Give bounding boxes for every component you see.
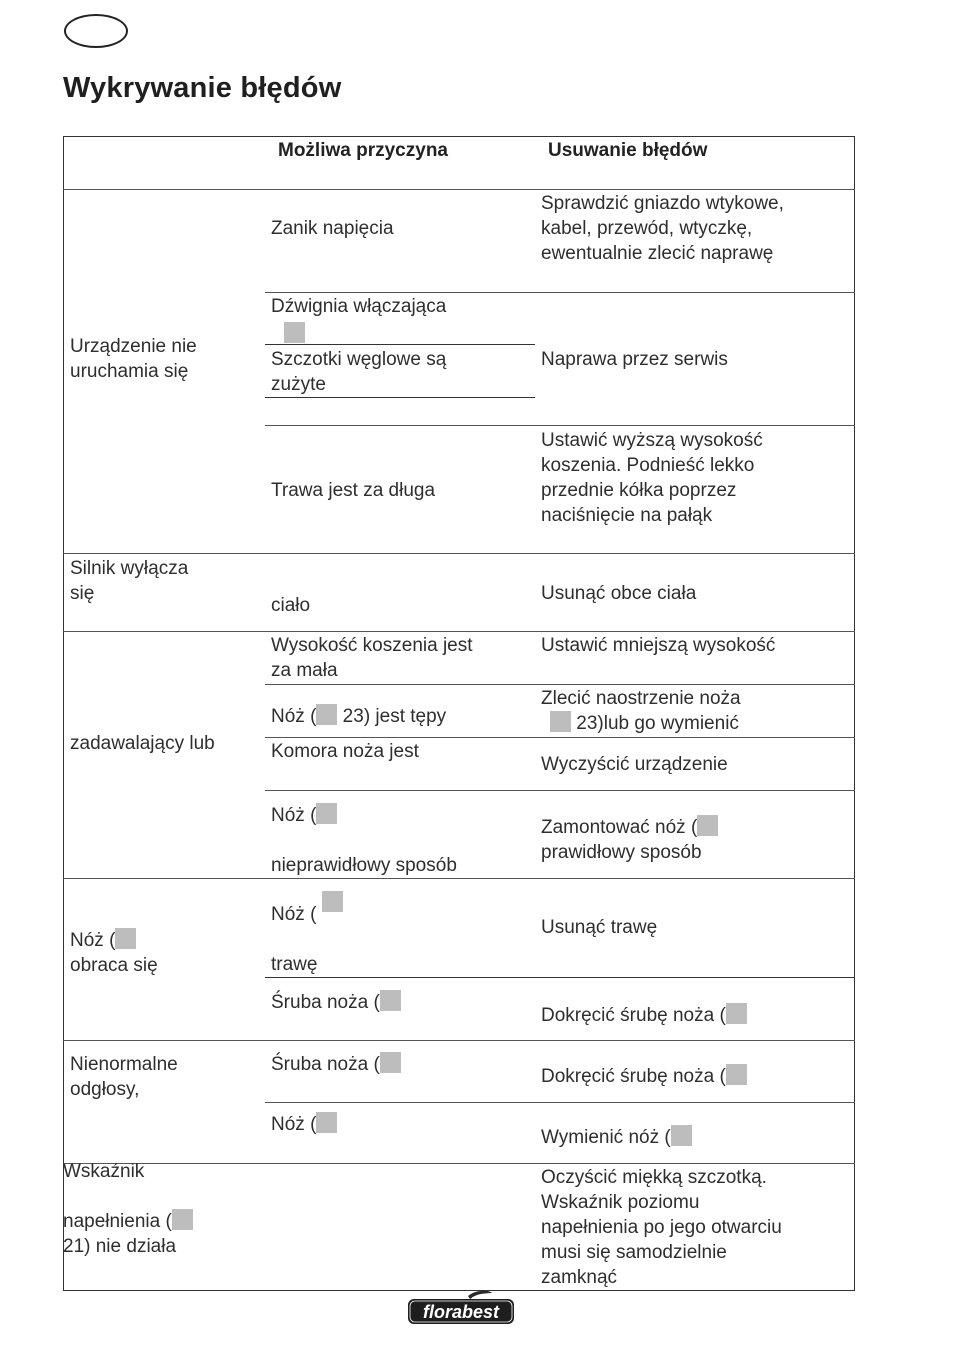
- remedy-cell: Usunąć obce ciała: [541, 583, 697, 604]
- cause-cell: Wysokość koszenia jest za mała: [271, 635, 473, 681]
- figure-ref-placeholder: [316, 704, 337, 725]
- figure-ref-placeholder: [726, 1064, 747, 1085]
- row-divider: [265, 344, 535, 345]
- remedy-cell: Sprawdzić gniazdo wtykowe, kabel, przewód, wtyczkę, ewentualnie zlecić naprawę: [541, 193, 784, 264]
- problem-cell: Wskaźnik: [63, 1161, 145, 1182]
- remedy-cell: prawidłowy sposób: [541, 842, 702, 863]
- remedy-cell: Dokręcić śrubę noża (: [541, 1003, 747, 1028]
- row-divider: [265, 425, 855, 426]
- remedy-cell: Zlecić naostrzenie noża: [541, 688, 741, 709]
- cause-cell: Nóż (: [271, 803, 337, 828]
- cause-cell: Nóż ( 23) jest tępy: [271, 706, 447, 727]
- row-divider: [265, 684, 855, 685]
- remedy-cell: Dokręcić śrubę noża (: [541, 1064, 747, 1089]
- problem-cell: napełnienia (: [63, 1209, 193, 1234]
- cause-cell: Nóż (: [271, 904, 317, 925]
- figure-ref-placeholder: [316, 1112, 337, 1133]
- figure-ref-placeholder: [322, 891, 343, 912]
- remedy-cell: Zamontować nóż (: [541, 815, 718, 840]
- row-divider: [63, 631, 855, 632]
- remedy-cell: Oczyścić miękką szczotką. Wskaźnik poziomu napełnienia po jego otwarciu musi się samodzielnie zamknąć: [541, 1167, 782, 1288]
- figure-ref-placeholder: [380, 1052, 401, 1073]
- cause-cell: trawę: [271, 954, 318, 975]
- figure-ref-placeholder: [671, 1125, 692, 1146]
- problem-cell: zadawalający lub: [70, 733, 215, 754]
- problem-cell: Urządzenie nie uruchamia się: [70, 336, 197, 382]
- remedy-cell: Ustawić wyższą wysokość koszenia. Podnieść lekko przednie kółka poprzez naciśnięcie na pałąk: [541, 430, 763, 526]
- logo-text: florabest: [422, 1302, 500, 1322]
- row-divider: [265, 292, 855, 293]
- figure-ref-placeholder: [697, 815, 718, 836]
- row-divider: [63, 1040, 855, 1041]
- problem-cell: obraca się: [70, 955, 158, 976]
- cause-cell: Śruba noża (: [271, 1052, 401, 1077]
- cause-cell: Szczotki węglowe są zużyte: [271, 349, 447, 395]
- cause-cell: ciało: [271, 595, 311, 616]
- cause-cell: Komora noża jest: [271, 741, 419, 762]
- problem-cell: Silnik wyłącza się: [70, 558, 189, 604]
- problem-cell: 21) nie działa: [63, 1236, 177, 1257]
- cause-cell: Nóż (: [271, 1112, 337, 1137]
- cause-cell: Trawa jest za długa: [271, 480, 436, 501]
- row-divider: [265, 737, 855, 738]
- remedy-cell: Usunąć trawę: [541, 917, 658, 938]
- figure-ref-placeholder: [316, 803, 337, 824]
- problem-cell: Nienormalne odgłosy,: [70, 1054, 178, 1100]
- cause-cell: nieprawidłowy sposób: [271, 855, 457, 876]
- page-title: Wykrywanie błędów: [63, 72, 342, 104]
- row-divider: [63, 878, 855, 879]
- header-remedy: Usuwanie błędów: [548, 140, 708, 161]
- figure-ref-placeholder: [115, 928, 136, 949]
- row-divider: [265, 790, 855, 791]
- row-divider: [63, 189, 855, 190]
- cause-cell: Zanik napięcia: [271, 218, 394, 239]
- figure-ref-placeholder: [550, 711, 571, 732]
- figure-ref-placeholder: [380, 990, 401, 1011]
- remedy-cell: 23)lub go wymienić: [550, 711, 739, 736]
- row-divider: [63, 1163, 855, 1164]
- row-divider: [265, 977, 855, 978]
- header-cause: Możliwa przyczyna: [278, 140, 448, 161]
- cause-cell: Dźwignia włączająca: [271, 296, 447, 317]
- remedy-cell: Ustawić mniejszą wysokość: [541, 635, 776, 656]
- cause-cell: Śruba noża (: [271, 990, 401, 1015]
- remedy-cell: Wymienić nóż (: [541, 1125, 692, 1150]
- figure-ref-placeholder: [726, 1003, 747, 1024]
- problem-cell: Nóż (: [70, 928, 136, 953]
- remedy-cell: Naprawa przez serwis: [541, 349, 728, 370]
- row-divider: [265, 1102, 855, 1103]
- remedy-cell: Wyczyścić urządzenie: [541, 754, 728, 775]
- row-divider: [265, 397, 535, 398]
- figure-ref-placeholder: [172, 1209, 193, 1230]
- country-code-oval: [64, 14, 128, 48]
- row-divider: [63, 553, 855, 554]
- florabest-logo: [406, 1290, 516, 1326]
- figure-ref-placeholder: [284, 322, 305, 343]
